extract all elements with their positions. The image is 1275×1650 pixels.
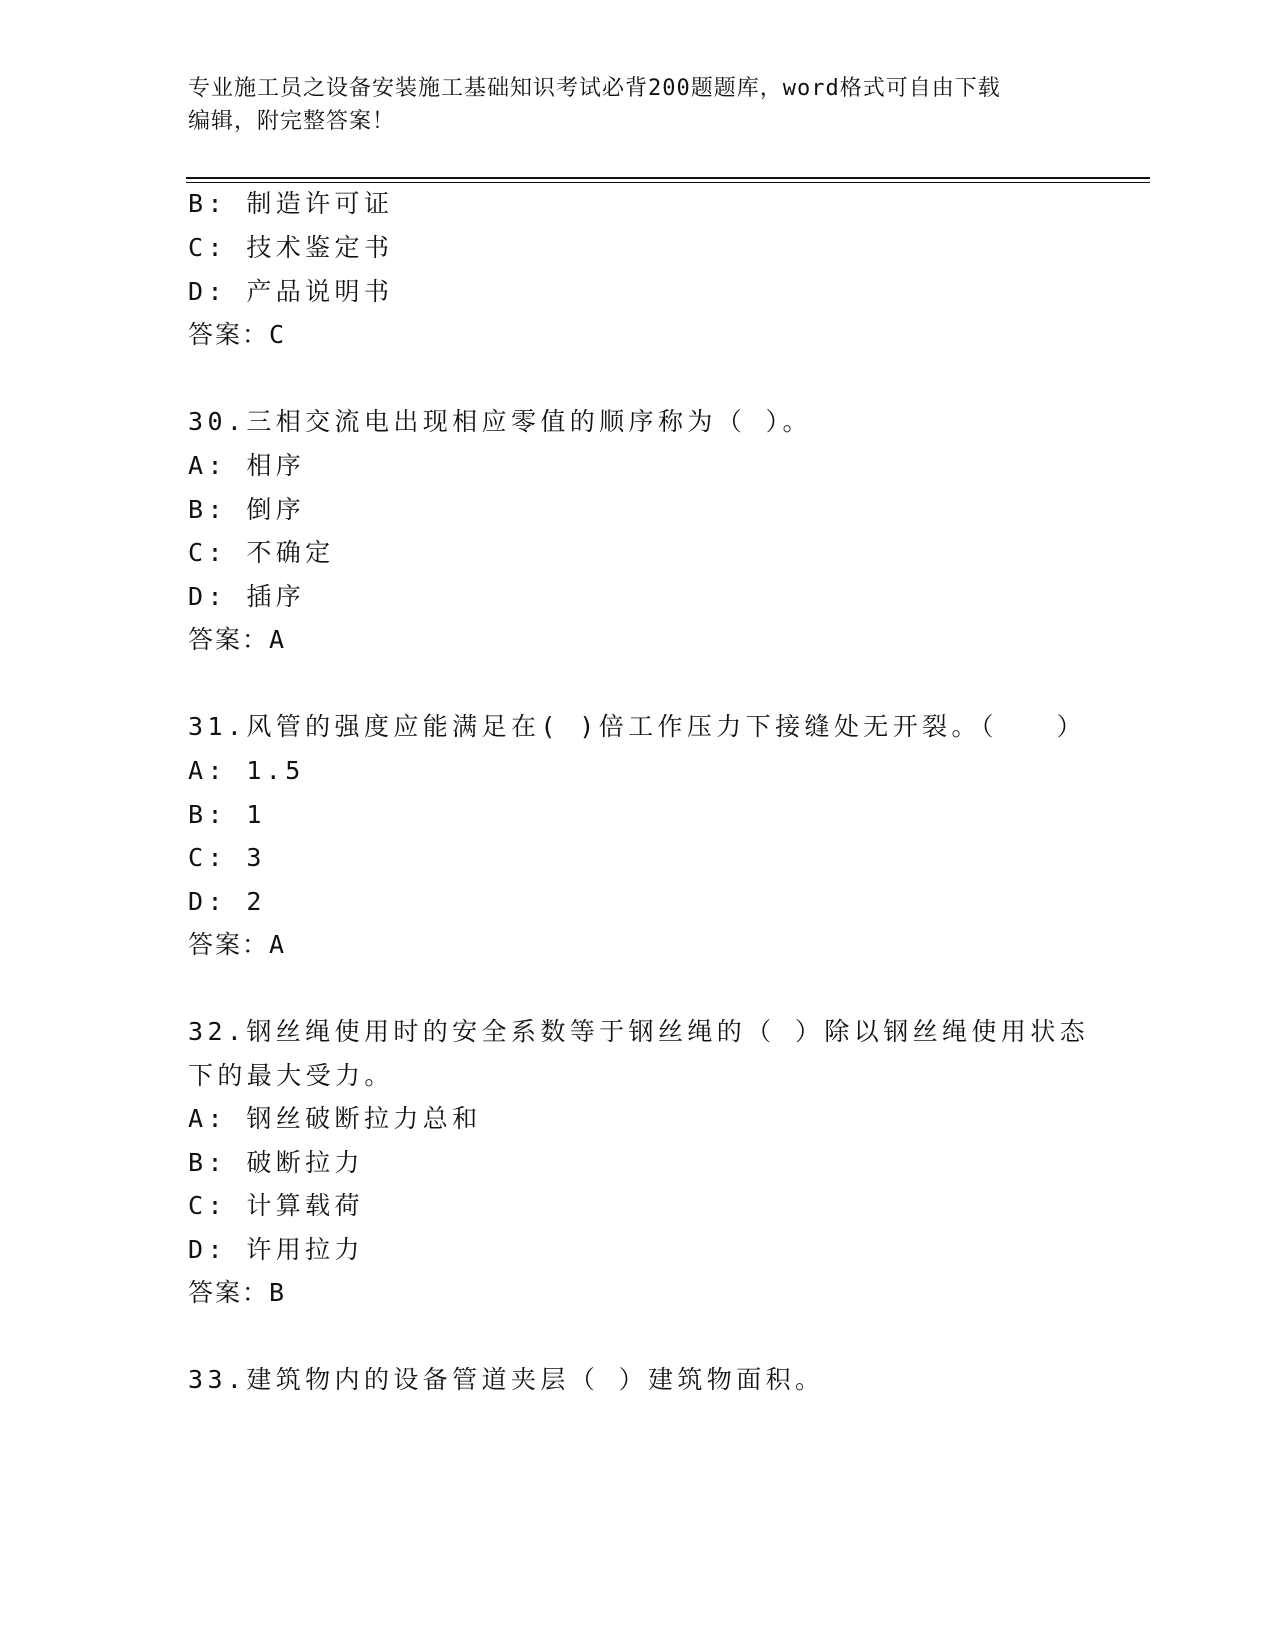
question-32-stem-line-2: 下的最大受力。: [188, 1061, 394, 1090]
option-b: B: 制造许可证: [188, 189, 394, 218]
header-title-line-2: 编辑，附完整答案！: [188, 109, 396, 134]
option-c: C: 技术鉴定书: [188, 233, 394, 262]
question-32-stem-line-1: 32.钢丝绳使用时的安全系数等于钢丝绳的（ ）除以钢丝绳使用状态: [188, 1017, 1090, 1046]
question-32-option-d: D: 许用拉力: [188, 1235, 364, 1264]
question-32-answer: 答案：B: [188, 1278, 287, 1307]
header-rule-thick: [186, 177, 1150, 179]
question-30-stem: 30.三相交流电出现相应零值的顺序称为（ ）。: [188, 407, 812, 436]
question-33-stem: 33.建筑物内的设备管道夹层（ ）建筑物面积。: [188, 1365, 825, 1394]
question-30-option-d: D: 插序: [188, 582, 306, 611]
question-31-option-c: C: 3: [188, 843, 266, 872]
document-header: [188, 72, 1088, 138]
question-32-option-c: C: 计算载荷: [188, 1191, 364, 1220]
question-30-option-b: B: 倒序: [188, 495, 306, 524]
question-30-answer: 答案：A: [188, 625, 287, 654]
question-32-option-b: B: 破断拉力: [188, 1148, 364, 1177]
question-30-option-c: C: 不确定: [188, 538, 335, 567]
question-31-option-a: A: 1.5: [188, 756, 305, 785]
header-title-line-1: 专业施工员之设备安装施工基础知识考试必背200题题库，word格式可自由下载: [188, 76, 1001, 101]
question-31-option-b: B: 1: [188, 800, 266, 829]
question-31-option-d: D: 2: [188, 887, 266, 916]
question-31-answer: 答案：A: [188, 930, 287, 959]
question-32-option-a: A: 钢丝破断拉力总和: [188, 1104, 482, 1133]
answer-line: 答案：C: [188, 320, 287, 349]
question-30-option-a: A: 相序: [188, 451, 306, 480]
option-d: D: 产品说明书: [188, 277, 394, 306]
question-31-stem: 31.风管的强度应能满足在( )倍工作压力下接缝处无开裂。（ ）: [188, 712, 1087, 741]
header-rule-thin: [186, 182, 1150, 183]
